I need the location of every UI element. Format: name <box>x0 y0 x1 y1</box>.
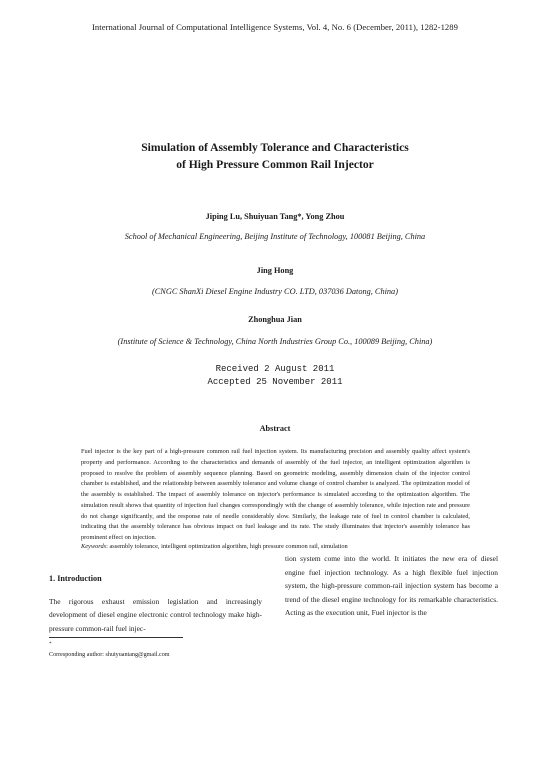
intro-paragraph-left: The rigorous exhaust emission legislation and increasingly development of diesel engine electronic control technology make high-pressure common-rail fuel injec- <box>49 596 262 633</box>
footnote <box>49 641 299 659</box>
accepted-date: Accepted 25 November 2011 <box>207 377 343 387</box>
title-line-1: Simulation of Assembly Tolerance and Characteristics <box>141 141 409 154</box>
paper-title <box>60 139 490 173</box>
author-list-2: Jing Hong <box>256 266 294 275</box>
title-line-2: of High Pressure Common Rail Injector <box>176 158 374 171</box>
author-list-3: Zhonghua Jian <box>248 315 302 324</box>
keywords <box>81 542 470 552</box>
author-list-1: Jiping Lu, Shuiyuan Tang*, Yong Zhou <box>205 212 345 221</box>
affiliation-2: (CNGC ShanXi Diesel Engine Industry CO. LTD, 037036 Datong, China) <box>152 287 398 296</box>
footnote-mark: * <box>49 642 52 647</box>
footnote-rule <box>49 637 183 638</box>
section-heading-introduction: 1. Introduction <box>49 574 102 583</box>
received-date: Received 2 August 2011 <box>215 364 335 374</box>
running-head: International Journal of Computational Intelligence Systems, Vol. 4, No. 6 (December, 2011), 1282-1289 <box>92 22 458 32</box>
intro-paragraph-right: tion system come into the world. It initiates the new era of diesel engine fuel injection technology. As a high flexible fuel injection system, the high-pressure common-rail injection system has become a trend of the diesel engine technology for its remarkable characteristics. Acting as the execution unit, Fuel injector is the <box>285 554 498 618</box>
footnote-text: Corresponding author: shuiyuantang@gmail.com <box>49 652 170 659</box>
affiliation-3: (Institute of Science & Technology, China North Industries Group Co., 100089 Beijing, China) <box>117 337 433 346</box>
submission-dates <box>40 363 510 389</box>
keywords-text: : assembly tolerance, intelligent optimization algorithm, high pressure common rail, simulation <box>106 543 348 550</box>
abstract-text: Fuel injector is the key part of a high-pressure common rail fuel injection system. Its manufacturing precision and assembly quality affect system's property and performance. According to the characteristics and demands of assembly of the fuel injector, an intelligent optimization algorithm is proposed to resolve the problem of assembly sequence planning. Based on geometric modeling, assembly dimension chain of the injector control chamber is established, and the relationship between assembly tolerance and volume change of control chamber is analyzed. The optimization model of the assembly is established. The impact of assembly tolerance on injector's performance is simulated according to the optimization algorithm. The simulation result shows that quantity of injection fuel changes correspondingly with the change of assembly tolerance, while injection rate and pressure do not change significantly, and the response rate of needle considerably slow. Similarly, the leakage rate of fuel in control chamber is calculated, indicating that the assembly tolerance has obvious impact on fuel leakage and its rate. The study illuminates that injector's assembly tolerance has prominent effect on injection. <box>81 448 470 541</box>
left-column <box>49 564 262 635</box>
keywords-label: Keywords <box>81 543 107 550</box>
right-column <box>285 552 498 620</box>
abstract-heading: Abstract <box>259 424 291 433</box>
affiliation-1: School of Mechanical Engineering, Beijing Institute of Technology, 100081 Beijing, China <box>124 232 426 241</box>
